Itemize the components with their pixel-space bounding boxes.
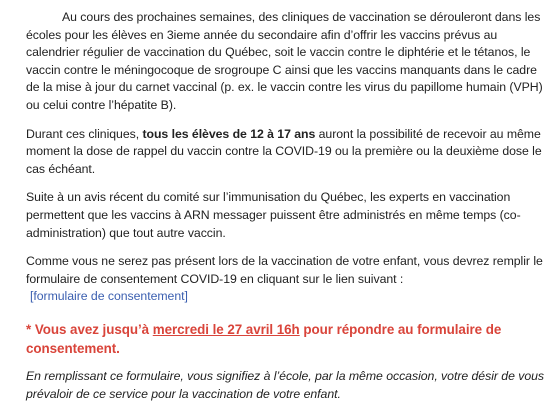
intro-paragraph: Au cours des prochaines semaines, des cliniques de vaccination se dérouleront dans les écoles pour les élèves en 3ieme année du secondaire afin d’offrir les vaccins prévus au calendrier régulier de vaccination du Québec, soit le vaccin contre le diphtérie et le tétanos, le vaccin contre le méningocoque de srogroupe C ainsi que les vaccins manquants dans le cadre de la mise à jour du carnet vaccinal (p. ex. le vaccin contre les virus du papillome humain (VPH) ou celui contre l’hépatite B). xyxy=(26,10,543,112)
document-body xyxy=(26,9,546,403)
deadline-text-before: * Vous avez jusqu’à xyxy=(26,321,153,337)
closing-paragraph: En remplissant ce formulaire, vous signifiez à l’école, par la même occasion, votre désir de vous prévaloir de ce service pour la vaccination de votre enfant. xyxy=(26,368,545,401)
consent-instructions-paragraph xyxy=(26,253,546,306)
eligibility-text-after: auront la possibilité de recevoir au même moment la dose de rappel du vaccin contre la COVID-19 ou la première ou la deuxième dose le cas échéant. xyxy=(26,126,542,176)
consent-form-link[interactable]: [formulaire de consentement] xyxy=(30,289,188,304)
eligible-students-emphasis: tous les élèves de 12 à 17 ans xyxy=(142,126,316,141)
clinic-eligibility-paragraph xyxy=(26,126,546,179)
deadline-date: mercredi le 27 avril 16h xyxy=(152,321,300,337)
deadline-text-after: pour répondre au formulaire de consentement. xyxy=(26,321,502,356)
co-administration-paragraph: Suite à un avis récent du comité sur l’immunisation du Québec, les experts en vaccination permettent que les vaccins à ARN messager puissent être administrés en même temps (co-administration) que tout autre vaccin. xyxy=(26,190,521,240)
deadline-warning xyxy=(26,320,546,358)
eligibility-text-before: Durant ces cliniques, xyxy=(26,126,143,141)
consent-instructions-text: Comme vous ne serez pas présent lors de la vaccination de votre enfant, vous devrez remplir le formulaire de consentement COVID-19 en cliquant sur le lien suivant : xyxy=(26,254,543,286)
